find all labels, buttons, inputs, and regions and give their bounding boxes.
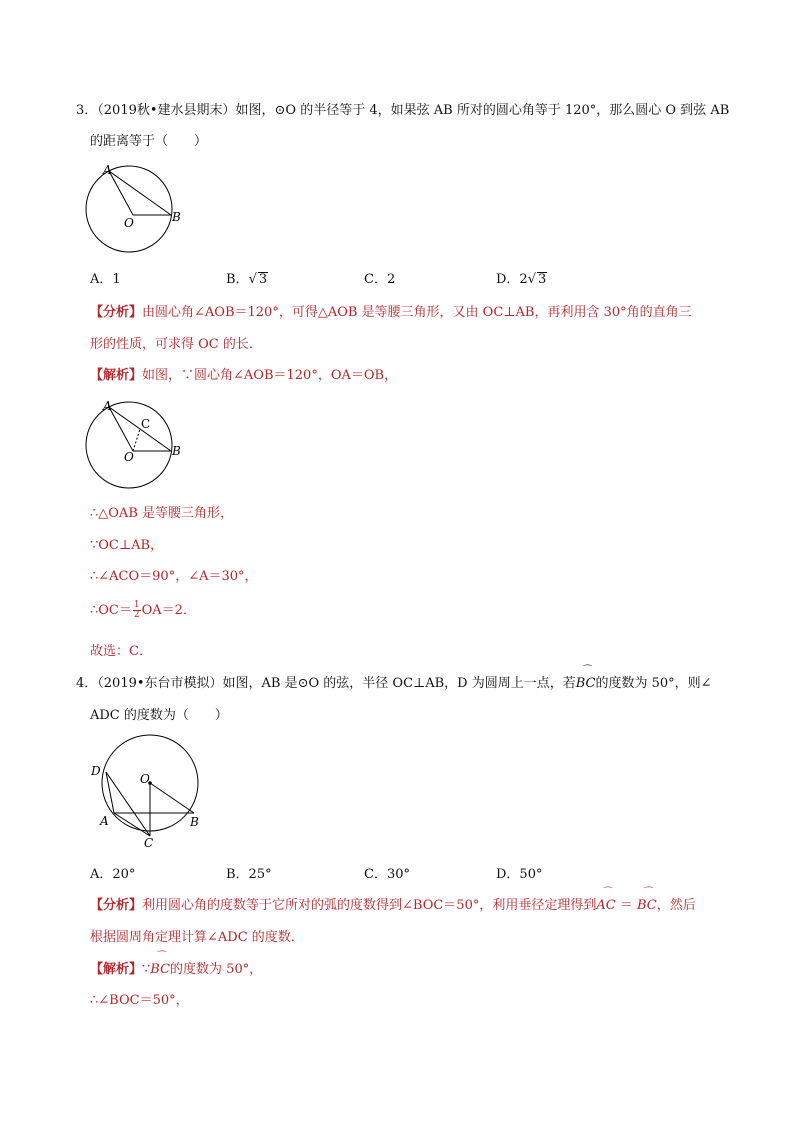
q3-solution-tag: 【解析】 [90, 368, 143, 383]
q3-option-b-radicand: 3 [258, 272, 268, 287]
q4-fig-label-a: A [100, 814, 109, 828]
q3-option-d [496, 271, 547, 289]
q3-step-4-prefix: ∴OC＝ [90, 603, 132, 618]
q3-option-d-prefix: D．2 [496, 272, 528, 287]
q3-fig-label-a: A [103, 163, 112, 177]
q3-stem-line-2: 的距离等于（ ） [90, 134, 208, 149]
q4-analysis-arc-bc: ⌒ BC [637, 897, 657, 915]
q4-fig-label-c: C [144, 836, 154, 850]
q3-fig-label-o: O [124, 216, 134, 230]
fraction-denominator: 2 [133, 610, 140, 620]
q3-option-b-sqrt-icon: √ [248, 272, 257, 287]
q4-solution-arc-bc: ⌒ BC [150, 961, 170, 979]
q4-analysis-equals: ＝ [615, 898, 637, 913]
q3-step-1: ∴△OAB 是等腰三角形， [90, 506, 234, 521]
q3-analysis-line-2: 形的性质，可求得 OC 的长． [90, 337, 262, 352]
q3-step-3: ∴∠ACO＝90°，∠A＝30°， [90, 569, 258, 584]
q3-sol-fig-label-b: B [172, 444, 181, 458]
q4-solution-line-1 [90, 961, 262, 979]
q3-sol-fig-label-c: C [141, 417, 151, 431]
q3-solution-figure [85, 398, 195, 498]
q4-option-c: C．30° [364, 867, 410, 882]
q4-analysis-line-2: 根据圆周角定理计算∠ADC 的度数． [90, 930, 304, 945]
q4-figure [88, 733, 213, 848]
q3-analysis-tag: 【分析】 [90, 305, 143, 320]
q3-stem-line-1: 3．（2019秋•建水县期末）如图，⊙O 的半径等于 4，如果弦 AB 所对的圆心角等于 120°，那么圆心 O 到弦 AB [76, 103, 730, 118]
fraction-numerator: 1 [133, 600, 140, 610]
q4-fig-label-b: B [190, 815, 199, 829]
q4-analysis-1-suffix: ，然后 [656, 898, 696, 913]
q3-option-c: C．2 [364, 272, 396, 287]
q3-figure [85, 162, 195, 262]
q3-answer: 故选：C． [90, 644, 152, 659]
q4-analysis-arc-ac: ⌒ AC [596, 897, 615, 915]
q4-solution-line-2: ∴∠BOC＝50°， [90, 993, 189, 1008]
q3-sol-fig-label-a: A [103, 399, 112, 413]
q3-option-d-sqrt-icon: √ [527, 272, 536, 287]
q4-solution-1-suffix: 的度数为 50°， [170, 962, 263, 977]
q4-stem-line-2: ADC 的度数为（ ） [90, 708, 228, 723]
q4-stem-arc-bc: ⌒ BC [576, 675, 596, 693]
q3-option-b-prefix: B． [226, 272, 249, 287]
q3-solution-text-1: 如图，∵圆心角∠AOB＝120°，OA＝OB， [142, 368, 398, 383]
q4-analysis-1-prefix: 利用圆心角的度数等于它所对的弧的度数得到∠BOC＝50°，利用垂径定理得到 [142, 898, 597, 913]
q3-fig-label-b: B [172, 210, 181, 224]
q3-option-a: A．1 [90, 272, 121, 287]
q4-solution-1-prefix: ∵ [142, 962, 151, 977]
q3-analysis-text-1: 由圆心角∠AOB＝120°，可得△AOB 是等腰三角形，又由 OC⊥AB，再利用含 30°角的直角三 [142, 305, 692, 320]
one-half-fraction [133, 601, 141, 620]
q3-analysis-line-1 [90, 304, 692, 322]
q4-stem-line-1 [76, 675, 712, 693]
q4-option-a: A．20° [90, 867, 136, 882]
q3-option-b [226, 271, 268, 289]
q4-solution-tag: 【解析】 [90, 962, 143, 977]
q4-analysis-tag: 【分析】 [90, 898, 143, 913]
q3-option-d-radicand: 3 [538, 272, 547, 287]
q4-stem-1-prefix: 4．（2019•东台市模拟）如图，AB 是⊙O 的弦，半径 OC⊥AB，D 为圆周上一点，若 [76, 676, 576, 691]
q3-step-4 [90, 601, 196, 620]
q3-step-4-suffix: OA＝2． [141, 603, 196, 618]
q4-option-b: B．25° [226, 867, 272, 882]
q4-option-d: D．50° [496, 867, 543, 882]
q3-sol-fig-label-o: O [124, 450, 134, 464]
q4-analysis-line-1 [90, 897, 696, 915]
q3-step-2: ∵OC⊥AB， [90, 538, 164, 553]
q4-fig-label-o: O [140, 772, 150, 786]
q4-stem-1-suffix: 的度数为 50°，则∠ [595, 676, 712, 691]
q3-solution-line-1 [90, 367, 397, 385]
q4-fig-label-d: D [91, 764, 101, 778]
